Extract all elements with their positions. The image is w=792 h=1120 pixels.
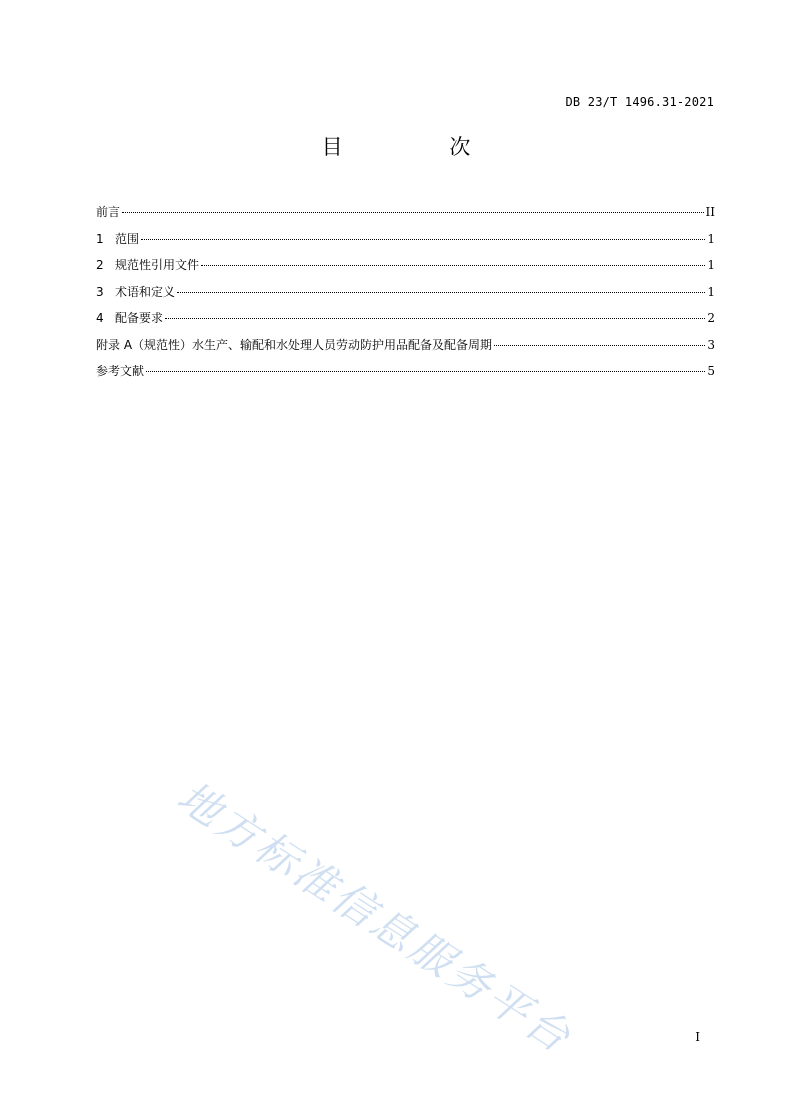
toc-entry-normative-references[interactable]	[96, 256, 715, 283]
toc-entry-annex-a[interactable]	[96, 336, 715, 363]
toc-leader-dots	[177, 292, 705, 293]
toc-entry-number: 3	[96, 284, 104, 299]
toc-leader-dots	[165, 318, 705, 319]
page-number: I	[695, 1030, 700, 1044]
toc-entry-scope[interactable]	[96, 230, 715, 257]
toc-entry-number: 4	[96, 311, 104, 325]
watermark: 地方标准信息服务平台	[168, 771, 582, 1064]
document-code: DB 23/T 1496.31-2021	[565, 95, 714, 109]
toc-entry-number: 2	[96, 258, 104, 272]
table-of-contents	[96, 203, 715, 389]
toc-entry-page: 1	[707, 231, 715, 246]
toc-entry-label: 范围	[115, 231, 140, 246]
toc-leader-dots	[494, 345, 705, 346]
toc-leader-dots	[146, 371, 705, 372]
toc-entry-label: 附录 A（规范性）水生产、输配和水处理人员劳动防护用品配备及配备周期	[96, 337, 493, 352]
toc-entry-label: 术语和定义	[115, 284, 176, 299]
toc-entry-number: 1	[96, 231, 104, 246]
toc-entry-page: 1	[707, 258, 715, 272]
toc-leader-dots	[201, 265, 705, 266]
toc-leader-dots	[122, 212, 704, 213]
toc-entry-label: 参考文献	[96, 364, 145, 378]
toc-entry-page: 3	[707, 337, 715, 352]
toc-entry-page: II	[705, 205, 715, 219]
toc-leader-dots	[141, 239, 705, 240]
toc-entry-label: 配备要求	[115, 311, 164, 325]
toc-entry-requirements[interactable]	[96, 309, 715, 336]
toc-entry-page: 5	[707, 364, 715, 378]
toc-title: 目 次	[321, 135, 521, 159]
toc-entry-terms-definitions[interactable]	[96, 283, 715, 310]
toc-entry-page: 2	[707, 311, 715, 325]
toc-entry-bibliography[interactable]	[96, 362, 715, 389]
toc-entry-label: 规范性引用文件	[115, 258, 200, 272]
toc-entry-label: 前言	[96, 205, 121, 219]
toc-entry-page: 1	[707, 284, 715, 299]
toc-entry-foreword[interactable]	[96, 203, 715, 230]
